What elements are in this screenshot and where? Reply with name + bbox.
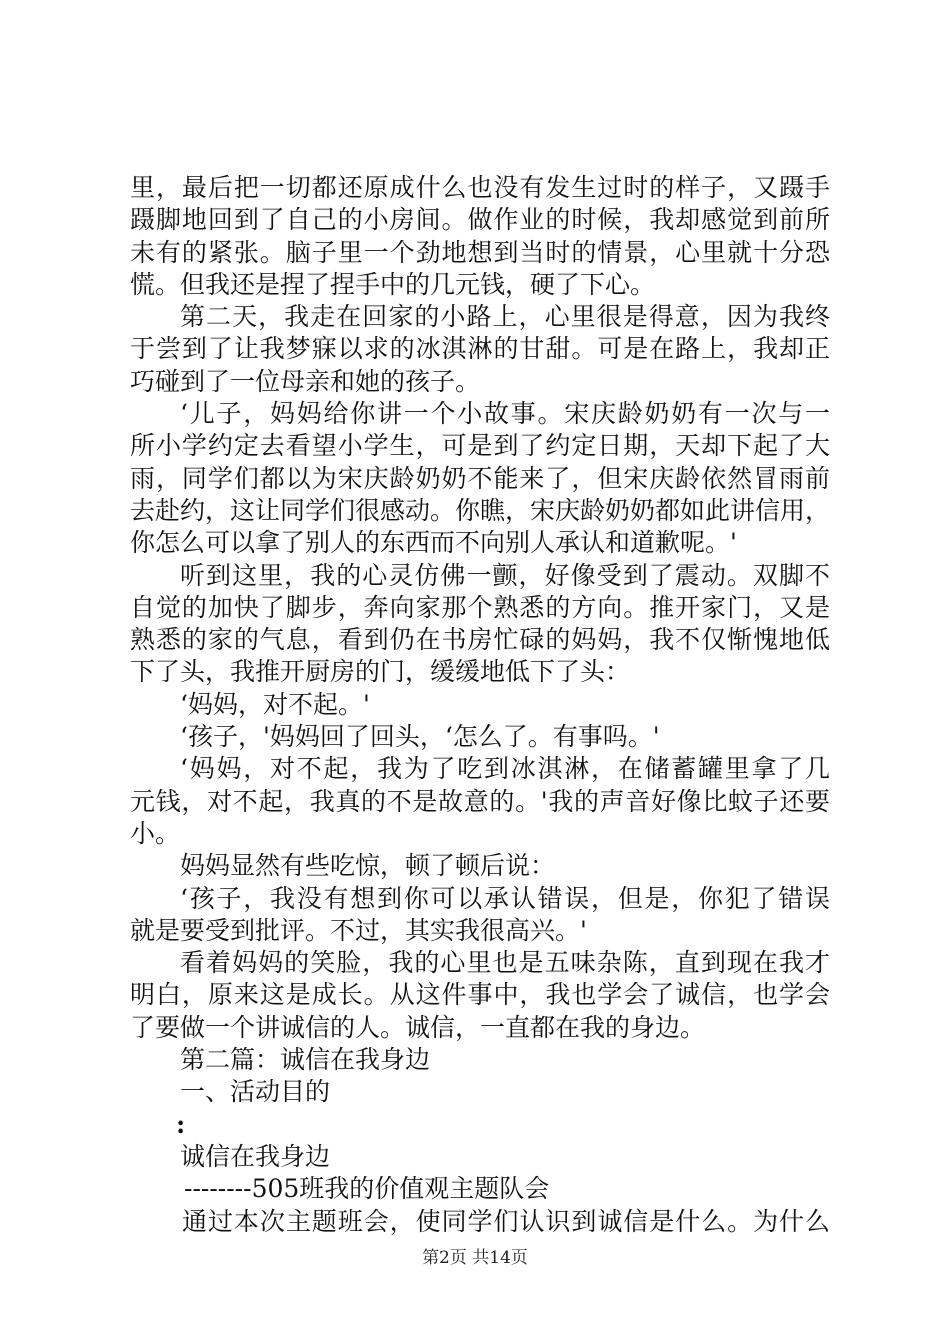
text-line: :	[176, 1109, 186, 1139]
text-line: 元钱，对不起，我真的不是故意的。'我的声音好像比蚊子还要	[130, 786, 830, 816]
text-line: 于尝到了让我梦寐以求的冰淇淋的甘甜。可是在路上，我却正	[130, 334, 830, 364]
text-line: 蹑脚地回到了自己的小房间。做作业的时候，我却感觉到前所	[130, 205, 830, 235]
text-line: 明白，原来这是成长。从这件事中，我也学会了诚信，也学会	[130, 980, 830, 1010]
section-heading: 第二篇：诚信在我身边	[180, 1045, 431, 1075]
text-line: 第二天，我走在回家的小路上，心里很是得意，因为我终	[180, 302, 830, 332]
page-footer: 第2页 共14页	[422, 1248, 528, 1268]
text-line: 所小学约定去看望小学生，可是到了约定日期，天却下起了大	[130, 431, 830, 461]
text-line: 未有的紧张。脑子里一个劲地想到当时的情景，心里就十分恐	[130, 237, 830, 267]
subsection-heading: 一、活动目的	[180, 1077, 331, 1107]
text-line: 雨，同学们都以为宋庆龄奶奶不能来了，但宋庆龄依然冒雨前	[130, 463, 830, 493]
body-text	[130, 172, 830, 1238]
text-line: 去赴约，这让同学们很感动。你瞧，宋庆龄奶奶都如此讲信用，	[130, 495, 831, 525]
text-line: 听到这里，我的心灵仿佛一颤，好像受到了震动。双脚不	[180, 560, 830, 590]
text-line: ‘妈妈，对不起，我为了吃到冰淇淋，在储蓄罐里拿了几	[180, 754, 830, 784]
text-line: 巧碰到了一位母亲和她的孩子。	[130, 366, 481, 396]
text-line: ‘孩子，'妈妈回了回头，‘怎么了。有事吗。'	[180, 722, 660, 752]
text-line: 下了头，我推开厨房的门，缓缓地低下了头：	[130, 657, 631, 687]
text-line: 诚信在我身边	[180, 1141, 331, 1171]
text-line: ‘儿子，妈妈给你讲一个小故事。宋庆龄奶奶有一次与一	[180, 399, 830, 429]
text-line: --------505班我的价值观主题队会	[184, 1174, 550, 1204]
text-line: ‘妈妈，对不起。'	[180, 689, 370, 719]
text-line: 自觉的加快了脚步，奔向家那个熟悉的方向。推开家门，又是	[130, 592, 830, 622]
text-line: 里，最后把一切都还原成什么也没有发生过时的样子，又蹑手	[130, 173, 830, 202]
text-line: 就是要受到批评。不过，其实我很高兴。'	[130, 915, 587, 945]
text-line: 通过本次主题班会，使同学们认识到诚信是什么。为什么	[182, 1206, 830, 1236]
text-line: 熟悉的家的气息，看到仍在书房忙碌的妈妈，我不仅惭愧地低	[130, 625, 830, 655]
text-line: 妈妈显然有些吃惊，顿了顿后说：	[180, 851, 556, 881]
text-line: 看着妈妈的笑脸，我的心里也是五味杂陈，直到现在我才	[180, 948, 830, 978]
text-line: 慌。但我还是捏了捏手中的几元钱，硬了下心。	[130, 269, 656, 299]
text-line: ‘孩子，我没有想到你可以承认错误，但是，你犯了错误	[180, 883, 830, 913]
text-line: 你怎么可以拿了别人的东西而不向别人承认和道歉呢。'	[130, 528, 737, 558]
text-line: 了要做一个讲诚信的人。诚信，一直都在我的身边。	[130, 1012, 706, 1042]
text-line: 小。	[130, 818, 181, 848]
